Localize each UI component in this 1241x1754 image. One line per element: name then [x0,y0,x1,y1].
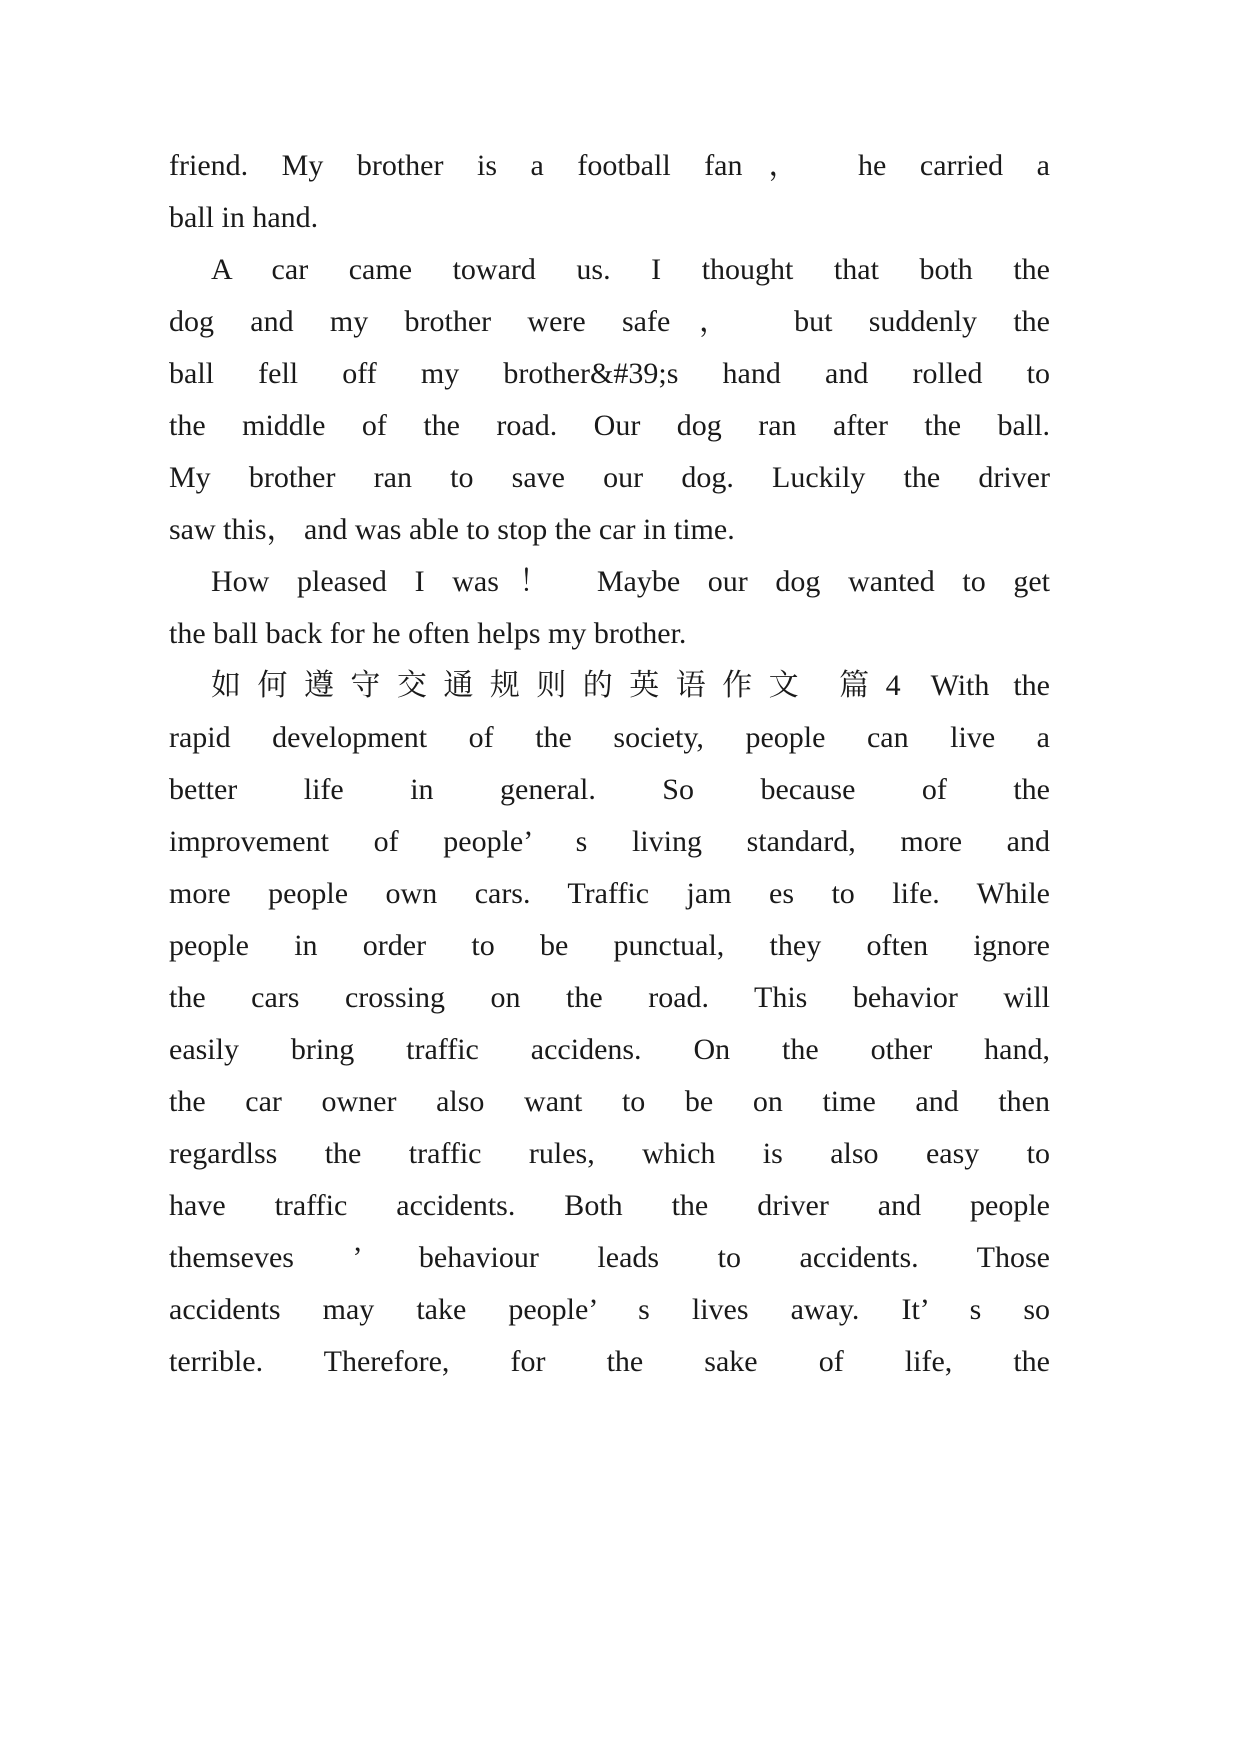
text-line: people in order to be punctual, they often ignore [169,929,1050,962]
text-line: more people own cars. Traffic jam es to life. While [169,877,1050,910]
text-line: terrible. Therefore, for the sake of life, the [169,1345,1050,1378]
text-line: better life in general. So because of the [169,773,1050,806]
text-line: ball fell off my brother&#39;s hand and rolled to [169,357,1050,390]
text-line: easily bring traffic accidens. On the other hand, [169,1033,1050,1066]
text-line: the cars crossing on the road. This behavior will [169,981,1050,1014]
text-line: How pleased I was！ Maybe our dog wanted to get [211,565,1050,598]
text-line: regardlss the traffic rules, which is also easy to [169,1137,1050,1170]
text-line: themseves ’ behaviour leads to accidents. Those [169,1241,1050,1274]
text-line: My brother ran to save our dog. Luckily the driver [169,461,1050,494]
text-block [169,140,1050,1388]
text-line: have traffic accidents. Both the driver and people [169,1189,1050,1222]
text-line: A car came toward us. I thought that both the [211,253,1050,286]
text-line: saw this， and was able to stop the car in time. [169,513,735,546]
text-line: dog and my brother were safe， but suddenly the [169,305,1050,338]
text-line: the middle of the road. Our dog ran after the ball. [169,409,1050,442]
text-line: accidents may take people’ s lives away. It’ s so [169,1293,1050,1326]
text-line: rapid development of the society, people can live a [169,721,1050,754]
text-line: 如何遵守交通规则的英语作文 篇4 With the [211,669,1050,702]
text-line: improvement of people’ s living standard, more and [169,825,1050,858]
text-line: ball in hand. [169,201,319,234]
text-line: friend. My brother is a football fan， he carried a [169,149,1050,182]
text-line: the car owner also want to be on time and then [169,1085,1050,1118]
text-line: the ball back for he often helps my brother. [169,617,687,650]
